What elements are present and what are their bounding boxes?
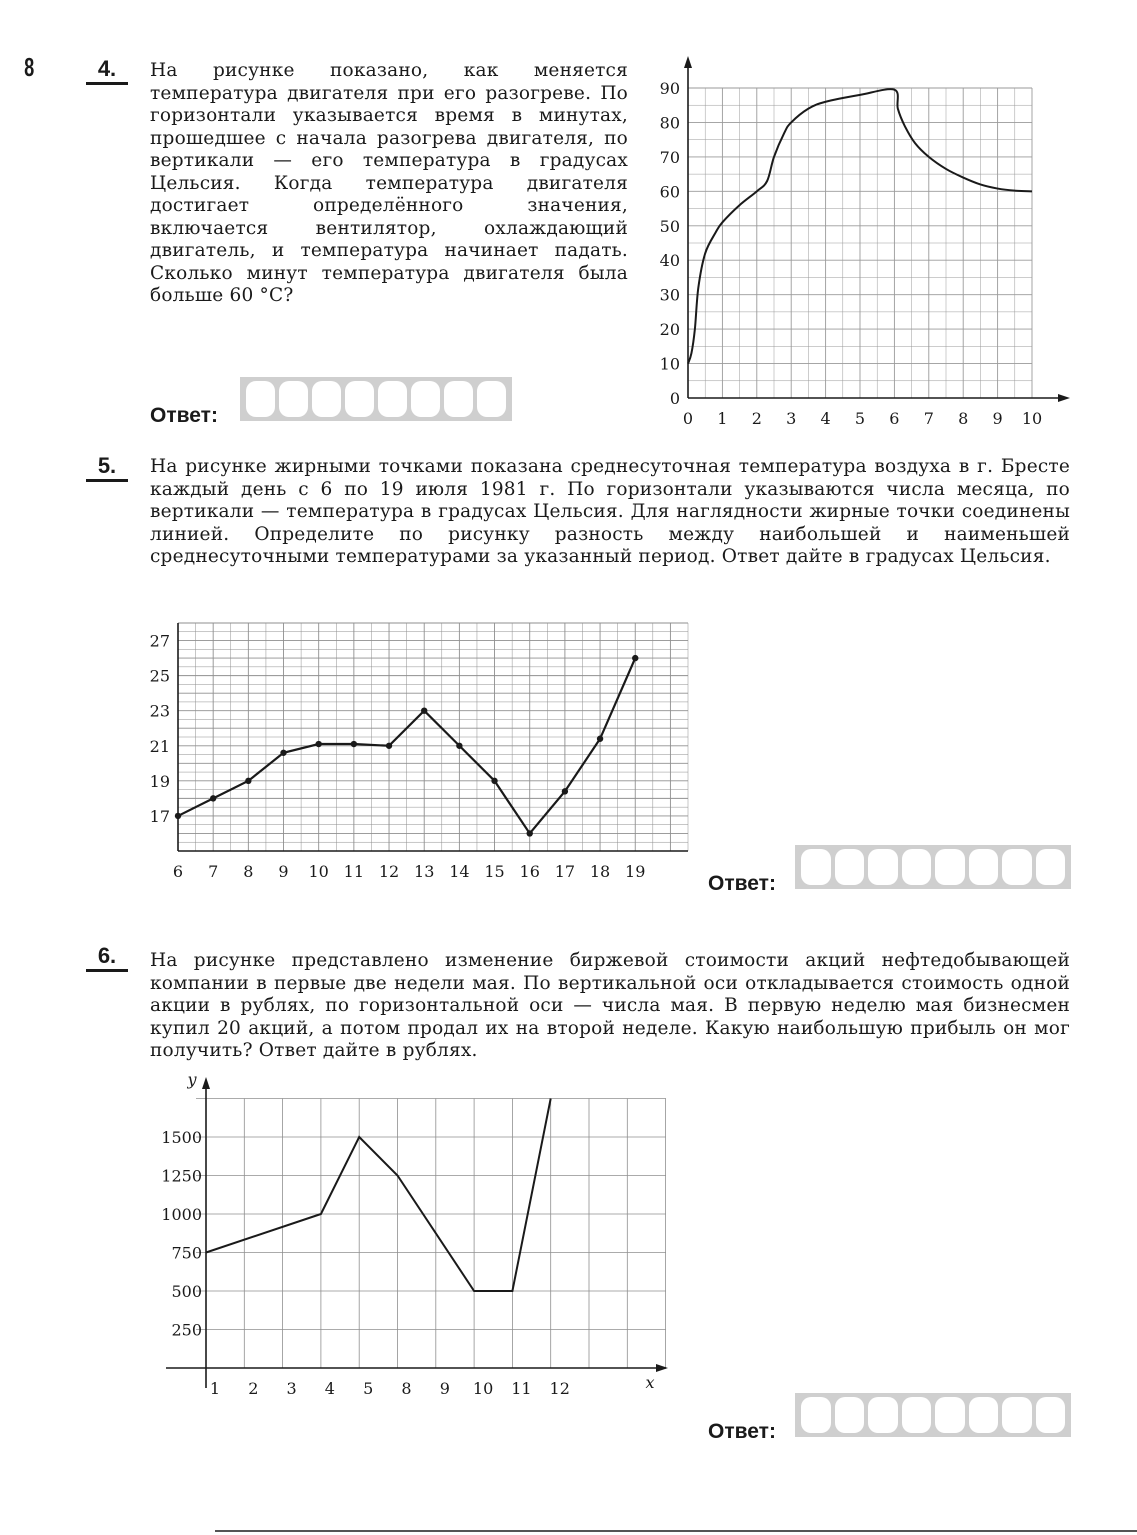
y-tick-label: 30: [659, 285, 680, 305]
task-5-answer-label: Ответ:: [708, 872, 776, 895]
x-axis-arrow-icon: [656, 1364, 668, 1372]
y-axis-arrow-icon: [202, 1077, 210, 1089]
data-point: [421, 707, 427, 713]
x-tick-label: 9: [439, 1379, 450, 1398]
x-tick-label: 19: [625, 862, 646, 881]
y-tick-label: 50: [659, 216, 680, 236]
data-point: [562, 788, 568, 794]
y-axis-label: y: [187, 1070, 197, 1089]
engine-temperature-chart: [640, 50, 1080, 440]
y-tick-label: 1500: [161, 1128, 202, 1147]
x-tick-label: 13: [414, 862, 435, 881]
x-tick-label: 8: [958, 409, 969, 428]
y-tick-label: 17: [149, 806, 170, 826]
bottom-rule: [215, 1530, 1137, 1532]
y-tick-label: 19: [149, 771, 170, 791]
x-tick-label: 12: [378, 862, 400, 881]
x-tick-label: 7: [208, 862, 219, 881]
y-tick-label: 21: [149, 736, 170, 756]
x-tick-label: 18: [589, 862, 611, 881]
y-tick-label: 27: [149, 631, 170, 651]
task-6-answer-input[interactable]: [795, 1393, 1071, 1437]
task-4-answer-label: Ответ:: [150, 404, 218, 427]
y-tick-label: 60: [659, 182, 680, 202]
task-5-number: 5.: [86, 455, 128, 482]
y-tick-label: 40: [659, 251, 680, 271]
x-tick-label: 5: [854, 409, 866, 428]
y-tick-label: 90: [659, 79, 680, 98]
x-tick-label: 10: [1021, 409, 1043, 428]
x-tick-label: 16: [519, 862, 540, 881]
data-point: [210, 795, 216, 801]
stock-price-line: [206, 1099, 551, 1292]
y-tick-label: 250: [171, 1320, 202, 1340]
y-tick-label: 750: [171, 1243, 202, 1263]
data-point: [315, 741, 321, 747]
x-tick-label: 11: [511, 1379, 532, 1398]
y-tick-label: 10: [659, 354, 680, 374]
data-point: [351, 741, 357, 747]
y-tick-label: 20: [659, 320, 680, 340]
task-5-answer-input[interactable]: [795, 845, 1071, 889]
data-point: [491, 778, 497, 784]
data-point: [632, 655, 638, 661]
x-tick-label: 7: [923, 409, 934, 428]
data-point: [456, 743, 462, 749]
x-axis-arrow-icon: [1058, 394, 1070, 402]
y-tick-label: 0: [669, 389, 680, 408]
x-tick-label: 6: [889, 409, 900, 428]
task-4-text: На рисунке показано, как меняется температура двигателя при его разогреве. По горизонтали указывается время в минутах, прошедшее с начала разогрева двигателя, по вертикали — его температура в градусах Цельсия. Когда температура двигателя достигает определённого значения, включается вентилятор, охлаждающий двигатель, и температура начинает падать. Сколько минут температура двигателя была больше 60 °С?: [150, 60, 628, 306]
data-point: [280, 750, 286, 756]
x-tick-label: 6: [172, 862, 184, 881]
data-point: [245, 778, 251, 784]
x-tick-label: 12: [549, 1379, 570, 1398]
y-tick-label: 23: [149, 701, 170, 721]
data-point: [386, 743, 392, 749]
y-tick-label: 1000: [161, 1205, 202, 1224]
y-axis-arrow-icon: [684, 56, 692, 68]
task-6-number: 6.: [86, 945, 128, 972]
brest-temperature-chart: [140, 615, 700, 890]
x-tick-label: 8: [243, 862, 254, 881]
x-tick-label: 11: [343, 862, 365, 881]
task-6-answer-label: Ответ:: [708, 1420, 776, 1443]
data-point: [175, 813, 181, 819]
data-point: [527, 830, 533, 836]
x-tick-label: 2: [751, 409, 762, 428]
x-tick-label: 9: [278, 862, 289, 881]
x-tick-label: 4: [324, 1379, 335, 1398]
x-tick-label: 3: [786, 409, 797, 428]
x-tick-label: 15: [484, 862, 505, 881]
task-4-answer-input[interactable]: [240, 377, 512, 421]
data-point: [597, 736, 603, 742]
x-tick-label: 5: [363, 1379, 374, 1398]
x-axis-label: x: [645, 1373, 655, 1392]
page-number: 8: [24, 52, 35, 82]
y-tick-label: 500: [171, 1282, 202, 1301]
y-tick-label: 70: [659, 147, 680, 167]
x-tick-label: 9: [992, 409, 1003, 428]
task-5-text: На рисунке жирными точками показана среднесуточная температура воздуха в г. Бресте каждый день с 6 по 19 июля 1981 г. По горизонтали указываются числа месяца, по вертикали — температура в градусах Цельсия. Для наглядности жирные точки соединены линией. Определите по рисунку разность между наибольшей и наименьшей среднесуточными температурами за указанный период. Ответ дайте в градусах Цельсия.: [150, 456, 1070, 567]
x-tick-label: 10: [308, 862, 329, 881]
y-tick-label: 1250: [161, 1166, 202, 1186]
task-4-number: 4.: [86, 58, 128, 85]
x-tick-label: 1: [717, 409, 728, 428]
x-tick-label: 0: [682, 409, 694, 428]
x-tick-label: 1: [209, 1379, 221, 1398]
task-6-text: На рисунке представлено изменение биржевой стоимости акций нефтедобывающей компании в первые две недели мая. По вертикальной оси откладывается стоимость одной акции в рублях, по горизонтальной оси — числа мая. В первую неделю мая бизнесмен купил 20 акций, а потом продал их на второй неделе. Какую наибольшую прибыль он мог получить? Ответ дайте в рублях.: [150, 950, 1070, 1061]
x-tick-label: 10: [472, 1379, 494, 1398]
x-tick-label: 2: [248, 1379, 259, 1398]
y-tick-label: 80: [659, 113, 680, 133]
y-tick-label: 25: [149, 666, 170, 686]
x-tick-label: 17: [554, 862, 576, 881]
stock-price-chart: [140, 1065, 680, 1405]
x-tick-label: 8: [401, 1379, 412, 1398]
x-tick-label: 14: [449, 862, 470, 881]
x-tick-label: 4: [820, 409, 831, 428]
x-tick-label: 3: [286, 1379, 297, 1398]
